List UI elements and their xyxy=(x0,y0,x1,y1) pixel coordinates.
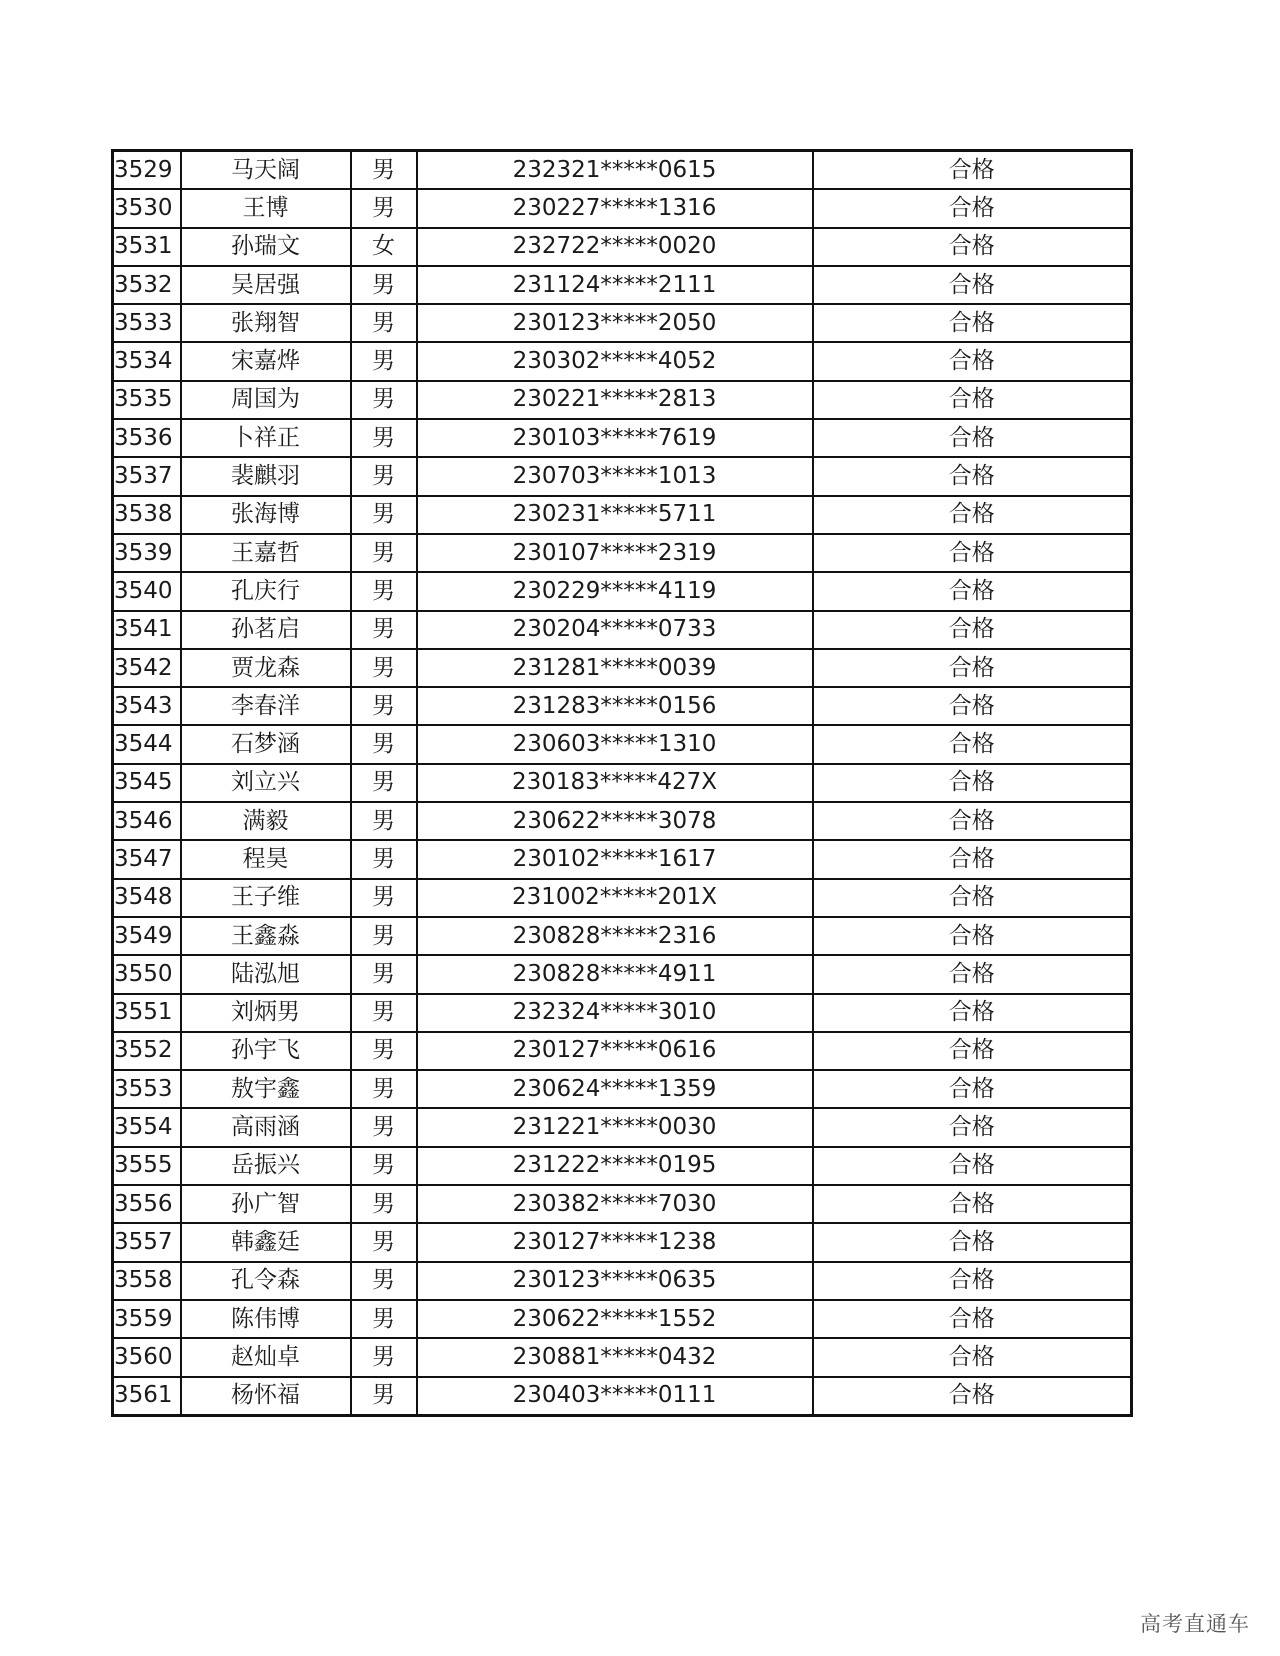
table-row xyxy=(113,611,1132,649)
person-name: 赵灿卓 xyxy=(181,1338,351,1376)
row-number: 3537 xyxy=(113,457,181,495)
gender: 男 xyxy=(351,342,417,380)
table-row xyxy=(113,1032,1132,1070)
id-number: 230603*****1310 xyxy=(417,725,813,763)
table-row xyxy=(113,534,1132,572)
gender: 男 xyxy=(351,1262,417,1300)
id-number: 230302*****4052 xyxy=(417,342,813,380)
gender: 男 xyxy=(351,1377,417,1416)
table-row xyxy=(113,840,1132,878)
table-row xyxy=(113,1377,1132,1416)
gender: 男 xyxy=(351,151,417,190)
row-number: 3551 xyxy=(113,994,181,1032)
table-row xyxy=(113,496,1132,534)
gender: 男 xyxy=(351,1147,417,1185)
gender: 男 xyxy=(351,1338,417,1376)
row-number: 3536 xyxy=(113,419,181,457)
id-number: 231221*****0030 xyxy=(417,1108,813,1146)
person-name: 杨怀福 xyxy=(181,1377,351,1416)
gender: 男 xyxy=(351,419,417,457)
id-number: 231124*****2111 xyxy=(417,266,813,304)
person-name: 孔庆行 xyxy=(181,572,351,610)
table-row xyxy=(113,1300,1132,1338)
table-row xyxy=(113,994,1132,1032)
result-status: 合格 xyxy=(813,725,1132,763)
row-number: 3538 xyxy=(113,496,181,534)
id-number: 230123*****0635 xyxy=(417,1262,813,1300)
id-number: 230828*****4911 xyxy=(417,955,813,993)
gender: 男 xyxy=(351,1300,417,1338)
table-row xyxy=(113,266,1132,304)
table-row xyxy=(113,151,1132,190)
id-number: 230229*****4119 xyxy=(417,572,813,610)
result-status: 合格 xyxy=(813,228,1132,266)
id-number: 232722*****0020 xyxy=(417,228,813,266)
id-number: 230183*****427X xyxy=(417,764,813,802)
row-number: 3555 xyxy=(113,1147,181,1185)
result-status: 合格 xyxy=(813,342,1132,380)
gender: 男 xyxy=(351,917,417,955)
id-number: 230127*****1238 xyxy=(417,1223,813,1261)
person-name: 卜祥正 xyxy=(181,419,351,457)
id-number: 231283*****0156 xyxy=(417,687,813,725)
gender: 男 xyxy=(351,802,417,840)
result-status: 合格 xyxy=(813,266,1132,304)
row-number: 3548 xyxy=(113,879,181,917)
gender: 男 xyxy=(351,1108,417,1146)
person-name: 韩鑫廷 xyxy=(181,1223,351,1261)
row-number: 3539 xyxy=(113,534,181,572)
person-name: 孙宇飞 xyxy=(181,1032,351,1070)
person-name: 孙瑞文 xyxy=(181,228,351,266)
row-number: 3545 xyxy=(113,764,181,802)
row-number: 3531 xyxy=(113,228,181,266)
row-number: 3552 xyxy=(113,1032,181,1070)
row-number: 3532 xyxy=(113,266,181,304)
roster-body xyxy=(113,151,1132,1416)
result-status: 合格 xyxy=(813,457,1132,495)
result-status: 合格 xyxy=(813,419,1132,457)
table-row xyxy=(113,304,1132,342)
table-row xyxy=(113,381,1132,419)
result-status: 合格 xyxy=(813,1185,1132,1223)
id-number: 230622*****1552 xyxy=(417,1300,813,1338)
result-status: 合格 xyxy=(813,1223,1132,1261)
person-name: 马天阔 xyxy=(181,151,351,190)
result-status: 合格 xyxy=(813,189,1132,227)
gender: 男 xyxy=(351,1223,417,1261)
result-status: 合格 xyxy=(813,802,1132,840)
gender: 男 xyxy=(351,266,417,304)
id-number: 231281*****0039 xyxy=(417,649,813,687)
person-name: 孙茗启 xyxy=(181,611,351,649)
person-name: 孔令森 xyxy=(181,1262,351,1300)
person-name: 贾龙森 xyxy=(181,649,351,687)
id-number: 230204*****0733 xyxy=(417,611,813,649)
table-row xyxy=(113,764,1132,802)
result-status: 合格 xyxy=(813,572,1132,610)
id-number: 230227*****1316 xyxy=(417,189,813,227)
id-number: 231222*****0195 xyxy=(417,1147,813,1185)
table-row xyxy=(113,189,1132,227)
result-status: 合格 xyxy=(813,381,1132,419)
row-number: 3541 xyxy=(113,611,181,649)
row-number: 3540 xyxy=(113,572,181,610)
result-status: 合格 xyxy=(813,151,1132,190)
row-number: 3534 xyxy=(113,342,181,380)
row-number: 3535 xyxy=(113,381,181,419)
person-name: 刘立兴 xyxy=(181,764,351,802)
id-number: 230881*****0432 xyxy=(417,1338,813,1376)
row-number: 3553 xyxy=(113,1070,181,1108)
row-number: 3542 xyxy=(113,649,181,687)
id-number: 231002*****201X xyxy=(417,879,813,917)
gender: 男 xyxy=(351,534,417,572)
result-status: 合格 xyxy=(813,879,1132,917)
result-status: 合格 xyxy=(813,1300,1132,1338)
row-number: 3557 xyxy=(113,1223,181,1261)
result-status: 合格 xyxy=(813,687,1132,725)
gender: 男 xyxy=(351,496,417,534)
watermark-text: 高考直通车 xyxy=(1140,1612,1250,1636)
person-name: 程昊 xyxy=(181,840,351,878)
person-name: 敖宇鑫 xyxy=(181,1070,351,1108)
table-row xyxy=(113,1108,1132,1146)
result-status: 合格 xyxy=(813,1147,1132,1185)
id-number: 230127*****0616 xyxy=(417,1032,813,1070)
id-number: 230828*****2316 xyxy=(417,917,813,955)
gender: 男 xyxy=(351,764,417,802)
row-number: 3543 xyxy=(113,687,181,725)
result-status: 合格 xyxy=(813,994,1132,1032)
id-number: 230622*****3078 xyxy=(417,802,813,840)
gender: 男 xyxy=(351,572,417,610)
person-name: 陈伟博 xyxy=(181,1300,351,1338)
row-number: 3560 xyxy=(113,1338,181,1376)
roster-table xyxy=(111,149,1133,1417)
row-number: 3556 xyxy=(113,1185,181,1223)
person-name: 宋嘉烨 xyxy=(181,342,351,380)
table-row xyxy=(113,572,1132,610)
result-status: 合格 xyxy=(813,1377,1132,1416)
id-number: 230221*****2813 xyxy=(417,381,813,419)
result-status: 合格 xyxy=(813,917,1132,955)
result-status: 合格 xyxy=(813,649,1132,687)
table-row xyxy=(113,228,1132,266)
row-number: 3529 xyxy=(113,151,181,190)
person-name: 石梦涵 xyxy=(181,725,351,763)
id-number: 230103*****7619 xyxy=(417,419,813,457)
row-number: 3550 xyxy=(113,955,181,993)
id-number: 230107*****2319 xyxy=(417,534,813,572)
person-name: 王博 xyxy=(181,189,351,227)
table-row xyxy=(113,802,1132,840)
table-row xyxy=(113,1223,1132,1261)
gender: 男 xyxy=(351,879,417,917)
gender: 男 xyxy=(351,994,417,1032)
gender: 男 xyxy=(351,840,417,878)
result-status: 合格 xyxy=(813,1070,1132,1108)
table-row xyxy=(113,342,1132,380)
result-status: 合格 xyxy=(813,1032,1132,1070)
id-number: 230703*****1013 xyxy=(417,457,813,495)
id-number: 230624*****1359 xyxy=(417,1070,813,1108)
id-number: 230123*****2050 xyxy=(417,304,813,342)
row-number: 3546 xyxy=(113,802,181,840)
person-name: 陆泓旭 xyxy=(181,955,351,993)
table-row xyxy=(113,879,1132,917)
row-number: 3533 xyxy=(113,304,181,342)
gender: 男 xyxy=(351,611,417,649)
person-name: 裴麒羽 xyxy=(181,457,351,495)
row-number: 3530 xyxy=(113,189,181,227)
table-row xyxy=(113,917,1132,955)
id-number: 230382*****7030 xyxy=(417,1185,813,1223)
gender: 男 xyxy=(351,457,417,495)
result-status: 合格 xyxy=(813,764,1132,802)
person-name: 吴居强 xyxy=(181,266,351,304)
result-status: 合格 xyxy=(813,534,1132,572)
table-row xyxy=(113,1147,1132,1185)
id-number: 230231*****5711 xyxy=(417,496,813,534)
person-name: 张海博 xyxy=(181,496,351,534)
table-row xyxy=(113,419,1132,457)
row-number: 3554 xyxy=(113,1108,181,1146)
person-name: 张翔智 xyxy=(181,304,351,342)
gender: 男 xyxy=(351,189,417,227)
gender: 男 xyxy=(351,304,417,342)
table-row xyxy=(113,725,1132,763)
result-status: 合格 xyxy=(813,304,1132,342)
row-number: 3549 xyxy=(113,917,181,955)
gender: 男 xyxy=(351,955,417,993)
person-name: 岳振兴 xyxy=(181,1147,351,1185)
row-number: 3559 xyxy=(113,1300,181,1338)
table-row xyxy=(113,1185,1132,1223)
gender: 男 xyxy=(351,1185,417,1223)
table-row xyxy=(113,687,1132,725)
id-number: 232324*****3010 xyxy=(417,994,813,1032)
result-status: 合格 xyxy=(813,1108,1132,1146)
person-name: 王嘉哲 xyxy=(181,534,351,572)
gender: 男 xyxy=(351,1032,417,1070)
table-row xyxy=(113,649,1132,687)
person-name: 刘炳男 xyxy=(181,994,351,1032)
id-number: 232321*****0615 xyxy=(417,151,813,190)
id-number: 230102*****1617 xyxy=(417,840,813,878)
result-status: 合格 xyxy=(813,955,1132,993)
id-number: 230403*****0111 xyxy=(417,1377,813,1416)
result-status: 合格 xyxy=(813,1338,1132,1376)
person-name: 高雨涵 xyxy=(181,1108,351,1146)
gender: 男 xyxy=(351,725,417,763)
table-row xyxy=(113,1070,1132,1108)
gender: 男 xyxy=(351,1070,417,1108)
person-name: 李春洋 xyxy=(181,687,351,725)
person-name: 王子维 xyxy=(181,879,351,917)
person-name: 王鑫淼 xyxy=(181,917,351,955)
gender: 男 xyxy=(351,381,417,419)
table-row xyxy=(113,1262,1132,1300)
table-row xyxy=(113,955,1132,993)
gender: 男 xyxy=(351,687,417,725)
result-status: 合格 xyxy=(813,840,1132,878)
result-status: 合格 xyxy=(813,1262,1132,1300)
row-number: 3561 xyxy=(113,1377,181,1416)
table-row xyxy=(113,457,1132,495)
table-row xyxy=(113,1338,1132,1376)
person-name: 孙广智 xyxy=(181,1185,351,1223)
person-name: 周国为 xyxy=(181,381,351,419)
row-number: 3547 xyxy=(113,840,181,878)
person-name: 满毅 xyxy=(181,802,351,840)
row-number: 3558 xyxy=(113,1262,181,1300)
gender: 女 xyxy=(351,228,417,266)
result-status: 合格 xyxy=(813,611,1132,649)
result-status: 合格 xyxy=(813,496,1132,534)
gender: 男 xyxy=(351,649,417,687)
row-number: 3544 xyxy=(113,725,181,763)
